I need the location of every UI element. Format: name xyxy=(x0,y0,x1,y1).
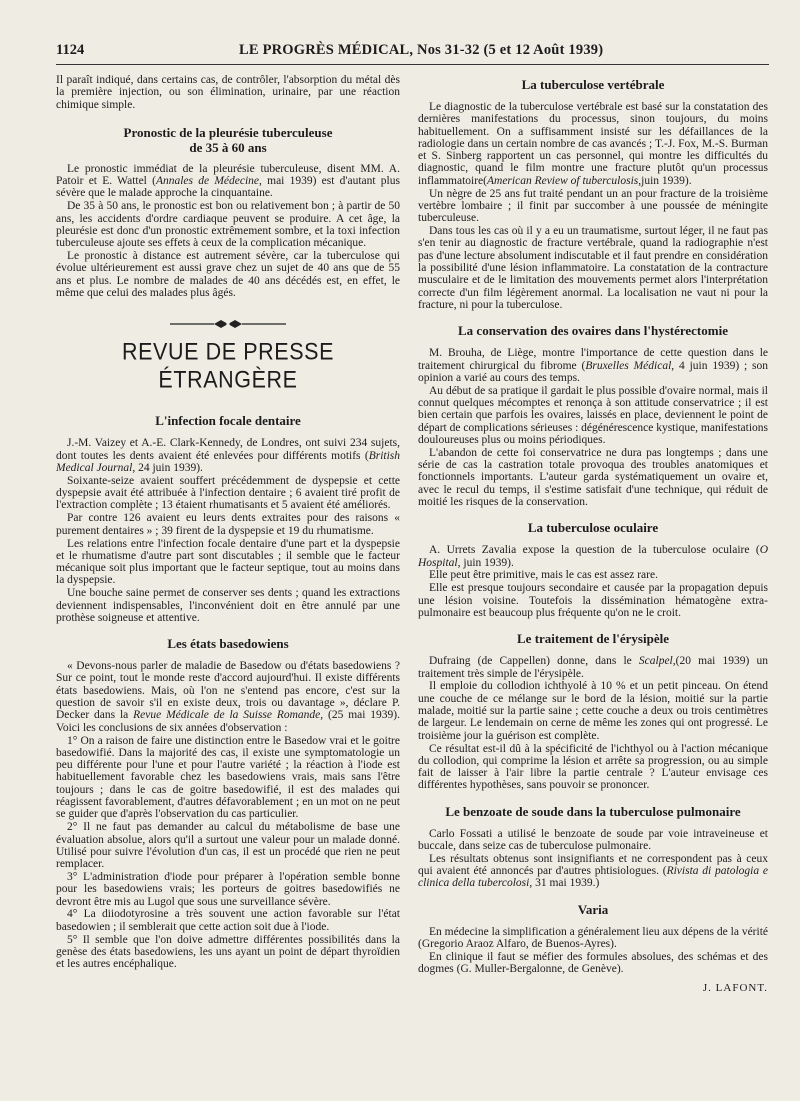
ovaires-title: La conservation des ovaires dans l'hystérectomie xyxy=(458,323,728,339)
header-rule xyxy=(56,64,769,65)
infection-title: L'infection focale dentaire xyxy=(155,413,301,429)
citation-italic: British Medical Journal xyxy=(56,449,400,474)
infection-paragraph-3: Par contre 126 avaient eu leurs dents extraites pour des raisons « purement dentaires » ; 39 firent de la dyspepsie et 19 du rhumatisme. xyxy=(56,512,400,537)
infection-paragraph-1: J.-M. Vaizey et A.-E. Clark-Kennedy, de Londres, ont suivi 234 sujets, dont toutes les dents avaient été enlevées pour différents motifs (British Medical Journal, 24 juin 1939). xyxy=(56,437,400,474)
infection-paragraph-5: Une bouche saine permet de conserver ses dents ; quand les extractions deviennent indispensables, l'inconvénient doit en être annulé par une prothèse soigneuse et attentive. xyxy=(56,587,400,624)
citation-italic: American Review of tuberculosis xyxy=(486,174,639,187)
benzoate-paragraph-1: Carlo Fossati a utilisé le benzoate de soude par voie intraveineuse et buccale, dans seize cas de tuberculose pulmonaire. xyxy=(418,827,768,852)
citation-italic: Scalpel xyxy=(638,655,673,668)
basedowiens-title: Les états basedowiens xyxy=(167,636,289,652)
varia-title: Varia xyxy=(577,901,609,917)
citation-italic: Rivista di patologia e clinica della tubercolosi xyxy=(418,865,769,890)
benzoate-paragraph-2: Les résultats obtenus sont insignifiants et ne correspondent pas à ceux qui avaient été annoncés par d'autres phtisiologues. (Rivista di patologia e clinica della tubercolosi, 31 mai 1939.) xyxy=(418,852,769,890)
page-header xyxy=(56,40,769,62)
pronostic-paragraph-2: De 35 à 50 ans, le pronostic est bon ou relativement bon ; à partir de 50 ans, les accidents d'ordre cardiaque peuvent se produire. A cet âge, la pleurésie est donc d'un pronostic extrêmement sombre, et la toxi infection tuberculeuse ajoute ses effets à ceux de la complication mécanique. xyxy=(56,200,400,250)
infection-paragraph-2: Soixante-seize avaient souffert précédemment de dyspepsie et cette dyspepsie avait été attribuée à l'infection dentaire ; 6 avaient tiré profit de l'extraction complète ; 13 étaient rhumatisants et 5 avaient été améliorés. xyxy=(56,474,400,512)
author-signature: J. LAFONT. xyxy=(702,981,768,994)
varia-paragraph-1: En médecine la simplification a généralement lieu aux dépens de la vérité (Gregorio Araoz Alfaro, de Buenos-Ayres). xyxy=(418,925,768,951)
basedowiens-item-1: 1° On a raison de faire une distinction entre le Basedow vrai et le goitre basedowifié. Dans la majorité des cas, il existe une symptomatologie un peu différente pour l'une et pour l'autre variété ; la réaction à l'iode est habituellement favorable chez les basedowiens vrais, mais sans l'être toujours ; dans le cas de goitre basedowifié, il est des malades qui réagissent favorablement, d'autres défavorablement ; en un mot on ne peut se guider que d'après l'observation du cas particulier. xyxy=(56,734,400,821)
oculaire-title: La tuberculose oculaire xyxy=(527,520,659,536)
oculaire-paragraph-2: Elle peut être primitive, mais le cas est assez rare. xyxy=(429,569,658,582)
section-heading: REVUE DE PRESSE ÉTRANGÈRE xyxy=(121,338,335,394)
benzoate-title: Le benzoate de soude dans la tuberculose pulmonaire xyxy=(445,803,741,819)
citation-italic: Revue Médicale de la Suisse Romande xyxy=(133,709,321,722)
citation-italic: Annales de Médecine xyxy=(155,175,260,188)
left-column xyxy=(56,74,400,971)
citation-italic: Bruxelles Médical xyxy=(585,359,672,372)
citation-italic: O Hospital xyxy=(418,544,768,569)
erysipele-paragraph-1: Dufraing (de Cappellen) donne, dans le Scalpel,(20 mai 1939) un traitement très simple de l'érysipèle. xyxy=(418,655,768,680)
running-title: LE PROGRÈS MÉDICAL, Nos 31-32 (5 et 12 Août 1939) xyxy=(239,42,604,58)
basedowiens-item-5: 5° Il semble que l'on doive admettre différentes possibilités dans la genèse des états basedowiens, les uns ayant un point de départ thyroïdien et les autres encéphalique. xyxy=(56,933,400,971)
page-number: 1124 xyxy=(56,42,85,58)
vertebrale-title: La tuberculose vertébrale xyxy=(521,77,665,92)
pronostic-paragraph-3: Le pronostic à distance est autrement sévère, car la tuberculose qui évolue ultérieurement est aussi grave chez un sujet de 40 ans que de 55 ans et plus. Le nombre de malades de 40 ans décédés est, en effet, le même que celui des malades plus âgés. xyxy=(56,250,400,300)
basedowiens-paragraph-1: « Devons-nous parler de maladie de Basedow ou d'états basedowiens ? Sur ce point, tout le monde reste d'accord aujourd'hui. Il existe différents états basedowiens. Mais, où l'on ne s'entend pas encore, c'est sur la question de savoir s'il en existe deux, trois ou davantage », déclare P. Decker dans la Revue Médicale de la Suisse Romande, (25 mai 1939). Voici les conclusions de six années d'observation : xyxy=(56,660,401,734)
oculaire-paragraph-1: A. Urrets Zavalia expose la question de la tuberculose oculaire (O Hospital, juin 1939). xyxy=(418,544,768,569)
erysipele-title: Le traitement de l'érysipèle xyxy=(517,631,669,647)
right-column xyxy=(418,74,768,994)
intro-paragraph: Il paraît indiqué, dans certains cas, de contrôler, l'absorption du métal dès la première injection, ou son élimination, urinaire, par une réaction chimique simple. xyxy=(56,74,400,111)
ovaires-paragraph-2: Au début de sa pratique il gardait le plus possible d'ovaire normal, mais il connut quelques mécomptes et renonça à son attitude conservatrice ; il est bien certain que parfois les ovaires, laissés en place, deviennent le point de départ de complications sérieuses : dégénérescence kystique, manifestations douloureuses plus ou moins périodiques. xyxy=(418,384,768,446)
ovaires-paragraph-3: L'abandon de cette foi conservatrice ne dura pas longtemps ; dans une série de cas la castration totale provoqua des troubles anatomiques et fonctionnels importants. L'auteur garda systématiquement un ovaire et, avec le recul du temps, il s'estime satisfait d'une technique, qui réduit de moitié les risques de la conservation. xyxy=(418,446,768,508)
pronostic-paragraph-1: Le pronostic immédiat de la pleurésie tuberculeuse, disent MM. A. Patoir et E. Wattel (Annales de Médecine, mai 1939) est d'autant plus sévère que le malade approche la cinquantaine. xyxy=(56,162,400,200)
pronostic-title xyxy=(66,125,390,155)
varia-paragraph-2: En clinique il faut se méfier des formules absolues, des schémas et des dogmes (G. Muller-Bergalonne, de Genève). xyxy=(418,950,768,976)
vertebrale-paragraph-2: Un nègre de 25 ans fut traité pendant un an pour fracture de la troisième vertèbre lombaire ; il finit par succomber à une poussée de méningite tuberculeuse. xyxy=(418,187,768,225)
basedowiens-item-4: 4° La diiodotyrosine a très souvent une action favorable sur l'état basedowien ; il semblerait que cette action soit due à l'iode. xyxy=(56,908,400,933)
oculaire-paragraph-3: Elle est presque toujours secondaire et causée par la propagation depuis une lésion voisine. Toutefois la dissémination hématogène extra-pulmonaire est beaucoup plus fréquente qu'on ne le croit. xyxy=(418,582,768,619)
ovaires-paragraph-1: M. Brouha, de Liège, montre l'importance de cette question dans le traitement chirurgical du fibrome (Bruxelles Médical, 4 juin 1939) ; son opinion a varié au cours des temps. xyxy=(418,347,769,384)
basedowiens-item-3: 3° L'administration d'iode pour préparer à l'opération semble bonne pour les basedowiens vrais; les porteurs de goitres basedowifiés ne devront être mis au Lugol que sous une surveillance sévère. xyxy=(56,871,400,908)
ornament-divider xyxy=(56,315,400,327)
pronostic-title-line2: de 35 à 60 ans xyxy=(189,139,267,155)
pronostic-title-line1: Pronostic de la pleurésie tuberculeuse xyxy=(123,124,333,140)
erysipele-paragraph-3: Ce résultat est-il dû à la spécificité de l'ichthyol ou à l'action mécanique du collodion, qui comprime la lésion et arrête sa progression, ou au simple fait de laisser à l'air libre la partie centrale ? L'auteur envisage ces différentes hypothèses, sans pouvoir se prononcer. xyxy=(418,742,768,792)
vertebrale-paragraph-3: Dans tous les cas où il y a eu un traumatisme, surtout léger, il ne faut pas s'en tenir au diagnostic de fracture vertébrale, quand la radiographie n'est pas d'une lecture absolument indiscutable et il faut prendre en considération la possibilité d'une lésion inflammatoire. La constatation de la contracture musculaire et de le limitation des mouvements permet alors l'interprétation correcte d'un film légèrement anormal. La localisation ne vaut ni pour la fracture, ni pour la tuberculose. xyxy=(418,225,768,311)
basedowiens-item-2: 2° Il ne faut pas demander au calcul du métabolisme de base une évaluation absolue, alors qu'il a surtout une valeur pour un malade donné. Utilisé pour suivre l'évolution d'un cas, il est un procédé que rien ne peut remplacer. xyxy=(56,821,400,871)
infection-paragraph-4: Les relations entre l'infection focale dentaire d'une part et la dyspepsie et le rhumatisme d'autre part sont discutables ; il semble que le facteur mécanique soit plus important que le facteur septique, tout au moins dans la dyspepsie. xyxy=(56,537,400,587)
erysipele-paragraph-2: Il emploie du collodion ichthyolé à 10 % et un petit pinceau. On étend une couche de ce mélange sur le bord de la lésion, moitié sur la partie malade, moitié sur la partie saine ; cette couche a deux ou trois centimètres de largeur. Le lendemain on cerne de même les zones qui ont progressé. Le troisième jour la guérison est complète. xyxy=(418,680,768,742)
vertebrale-paragraph-1: Le diagnostic de la tuberculose vertébrale est basé sur la constatation des dernières manifestations du processus, sinon toujours, du moins habituellement. On a suffisamment insisté sur les défaillances de la radiologie dans un certain nombre de cas avancés ; T.-J. Fox, M.-S. Burman et S. Sinberg rapportent un cas personnel, qui montre les difficultés du diagnostic, quand le film montre une fracture plutôt qu'un processus inflammatoire(American Review of tuberculosis,juin 1939). xyxy=(418,101,768,187)
